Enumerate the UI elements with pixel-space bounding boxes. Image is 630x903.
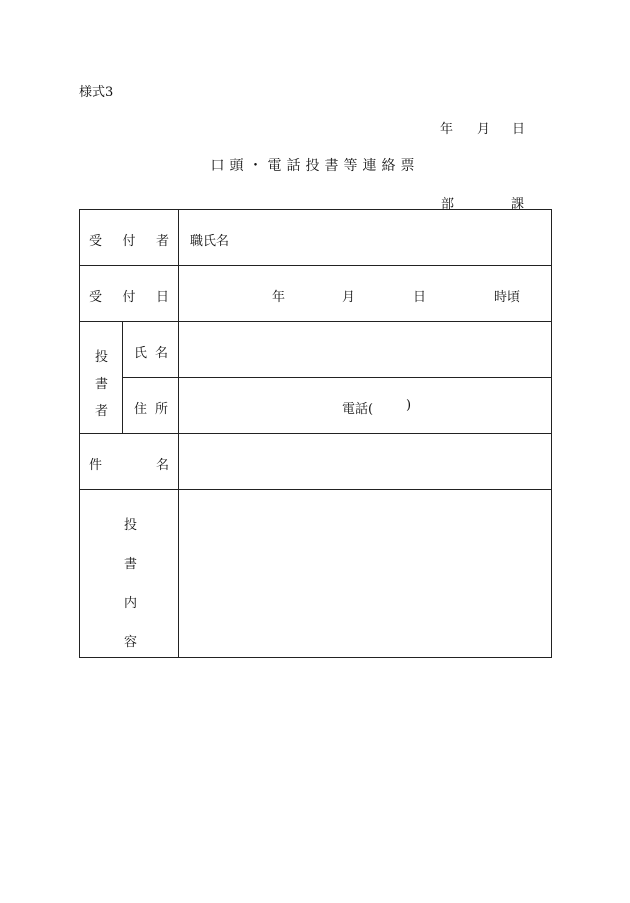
label-char: 内 bbox=[124, 596, 138, 611]
submitter-address-label bbox=[134, 398, 168, 417]
row-divider bbox=[80, 321, 551, 322]
label-char: 付 bbox=[122, 234, 136, 249]
row-divider bbox=[80, 265, 551, 266]
subject-label bbox=[89, 454, 169, 473]
label-char: 容 bbox=[124, 635, 138, 650]
phone-close-paren: ) bbox=[406, 398, 412, 413]
form-number: 様式3 bbox=[79, 85, 114, 100]
contact-form-table bbox=[79, 209, 552, 658]
receipt-date-label bbox=[89, 286, 169, 305]
phone-label: 電話( bbox=[342, 402, 374, 417]
department-bu: 部 bbox=[441, 197, 455, 212]
department-ka: 課 bbox=[511, 197, 525, 212]
header-month: 月 bbox=[477, 122, 491, 137]
receiver-label bbox=[89, 230, 169, 249]
receipt-year-label: 年 bbox=[272, 290, 286, 305]
receiver-title-name-label: 職氏名 bbox=[190, 234, 230, 249]
label-char: 書 bbox=[124, 557, 138, 572]
receipt-month-label: 月 bbox=[342, 290, 356, 305]
submitter-label bbox=[95, 346, 108, 419]
label-char: 件 bbox=[89, 458, 103, 473]
label-char: 付 bbox=[122, 290, 136, 305]
label-char: 受 bbox=[89, 234, 103, 249]
label-char: 所 bbox=[154, 402, 168, 417]
label-char: 氏 bbox=[134, 346, 148, 361]
label-char: 書 bbox=[95, 377, 109, 392]
header-day: 日 bbox=[512, 122, 526, 137]
content-label bbox=[124, 514, 137, 650]
label-char: 名 bbox=[155, 458, 169, 473]
receipt-time-label: 時頃 bbox=[494, 290, 521, 305]
receipt-day-label: 日 bbox=[413, 290, 427, 305]
header-year: 年 bbox=[440, 122, 454, 137]
label-char: 日 bbox=[155, 290, 169, 305]
column-divider bbox=[178, 210, 179, 657]
column-divider bbox=[122, 321, 123, 433]
row-divider bbox=[80, 489, 551, 490]
document-title: 口頭・電話投書等連絡票 bbox=[210, 158, 420, 174]
label-char: 投 bbox=[124, 518, 138, 533]
label-char: 名 bbox=[154, 346, 168, 361]
label-char: 住 bbox=[134, 402, 148, 417]
label-char: 者 bbox=[95, 404, 109, 419]
label-char: 者 bbox=[155, 234, 169, 249]
row-divider bbox=[80, 433, 551, 434]
label-char: 投 bbox=[95, 350, 109, 365]
submitter-name-label bbox=[134, 342, 168, 361]
row-divider bbox=[122, 377, 551, 378]
label-char: 受 bbox=[89, 290, 103, 305]
